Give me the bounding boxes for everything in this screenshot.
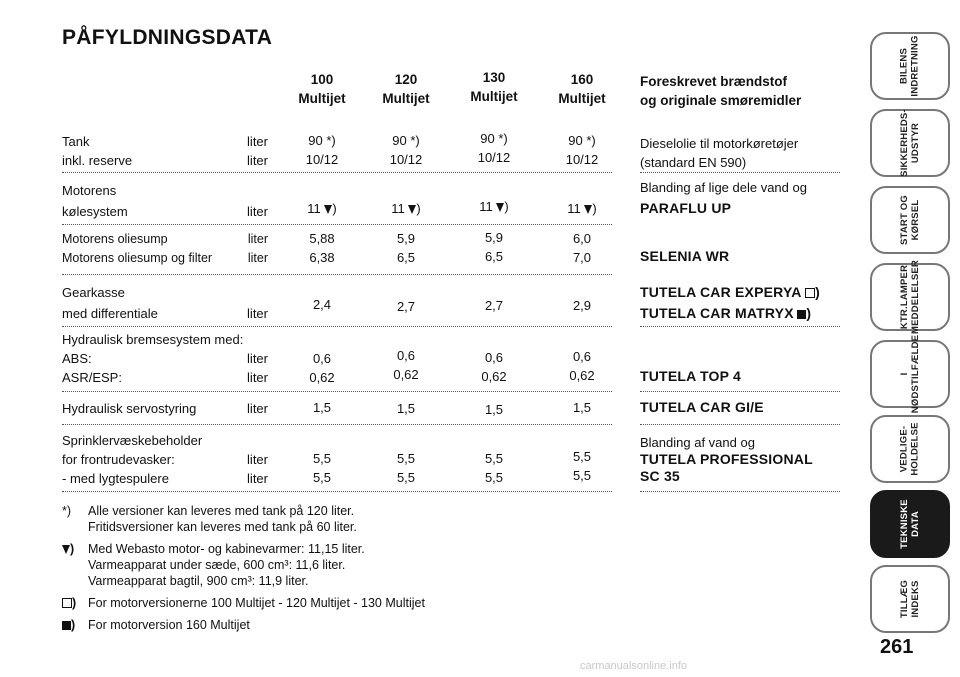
row-separator: [62, 172, 612, 173]
value-text: 11: [479, 199, 493, 214]
row-label-tank: [62, 132, 268, 170]
footnote-close: ): [815, 284, 821, 300]
footnote-text: Varmeapparat under sæde, 600 cm³: 11,6 liter.: [88, 558, 346, 572]
row-label-text: inkl. reserve: [62, 153, 133, 168]
fluid-product: TUTELA TOP 4: [640, 368, 741, 384]
footnote-marker: [62, 541, 88, 589]
tab-bilens-indretning[interactable]: [870, 32, 950, 100]
value-text: 10/12: [305, 151, 339, 167]
value-cell: [542, 230, 622, 267]
column-header-label: Multijet: [382, 91, 430, 106]
value-text: 0,6: [572, 349, 592, 364]
value-cell: [454, 297, 534, 316]
fluid-gear: [640, 282, 840, 324]
fluid-product: TUTELA CAR GI/E: [640, 399, 764, 415]
value-text: 0,6: [312, 351, 332, 366]
column-header-120: [366, 70, 446, 108]
value-cell: [542, 348, 622, 385]
value-cell: [282, 296, 362, 315]
tab-label: I NØDSTILFÆLDE: [899, 334, 921, 414]
fluid-brake: [640, 367, 840, 386]
value-text: 11: [567, 201, 581, 216]
value-text: 7,0: [572, 249, 592, 265]
value-cell: [366, 347, 446, 384]
column-header-label: Multijet: [558, 91, 606, 106]
value-text: 90 *): [308, 133, 336, 148]
tab-label: TEKNISKE DATA: [899, 499, 921, 549]
value-cell: [282, 399, 362, 418]
value-text: 2,7: [396, 299, 416, 314]
fluid-cooling: [640, 178, 840, 219]
value-cell: [366, 132, 446, 169]
fluid-product: SELENIA WR: [640, 248, 730, 264]
triangle-marker-icon: [584, 205, 592, 214]
tab-sikkerhedsudstyr[interactable]: [870, 109, 950, 177]
footnote-text: For motorversionerne 100 Multijet - 120 Multijet - 130 Multijet: [88, 596, 425, 610]
column-header-number: 120: [394, 72, 418, 87]
value-text: 1,5: [396, 401, 416, 416]
column-header-label: Multijet: [470, 89, 518, 104]
value-cell: 11 ): [479, 199, 509, 214]
row-label-brake: [62, 330, 268, 387]
unit-text: liter: [247, 401, 268, 416]
value-text: 10/12: [477, 149, 511, 165]
value-text: 5,5: [312, 469, 332, 485]
row-label-text: Motorens: [62, 183, 117, 198]
row-label-text: Motorens oliesump og filter: [62, 251, 213, 265]
row-label-text: Tank: [62, 134, 90, 149]
fluids-header-line: Foreskrevet brændstof: [640, 74, 788, 89]
row-label-text: Motorens oliesump: [62, 232, 168, 246]
row-label-oil: [62, 230, 268, 268]
value-text: 0,62: [481, 368, 507, 384]
fluid-separator: [640, 491, 840, 492]
value-text: 6,0: [572, 231, 592, 246]
value-cell: [366, 230, 446, 267]
tab-label: TILLÆG INDEKS: [898, 579, 921, 619]
footnote-marker-paren: ): [72, 596, 77, 610]
fluid-oil: [640, 247, 840, 266]
value-text: 11: [307, 201, 321, 216]
row-separator: [62, 491, 612, 492]
row-separator: [62, 224, 612, 225]
footnote-text: Varmeapparat bagtil, 900 cm³: 11,9 liter.: [88, 574, 309, 588]
value-cell: [454, 349, 534, 386]
value-text: 5,5: [396, 451, 416, 466]
value-text: 90 *): [392, 133, 420, 148]
row-label-washer: [62, 431, 268, 488]
fluid-washer: [640, 434, 840, 485]
row-label-steering: [62, 399, 268, 418]
value-cell: 11 ): [391, 201, 421, 216]
value-text: 1,5: [572, 400, 592, 415]
fluid-separator: [640, 172, 840, 173]
footnote-close: ): [806, 305, 812, 321]
value-text: 0,62: [309, 369, 335, 385]
value-text: 5,5: [312, 451, 332, 466]
tab-label: KTR.LAMPER MEDDELELSER: [898, 260, 921, 334]
value-cell: [454, 450, 534, 487]
footnote-marker-paren: ): [71, 618, 76, 632]
value-cell: [542, 448, 622, 485]
fluid-text: (standard EN 590): [640, 155, 747, 170]
fluid-tank: [640, 134, 840, 172]
value-text: 10/12: [389, 151, 423, 167]
row-label-text: for frontrudevasker:: [62, 452, 175, 467]
footnotes: [62, 503, 562, 639]
row-label-text: kølesystem: [62, 204, 128, 219]
value-cell: [454, 401, 534, 420]
value-cell: [282, 350, 362, 387]
chapter-tabs: [870, 0, 960, 677]
triangle-marker-icon: [324, 205, 332, 214]
value-text: 5,5: [572, 449, 592, 464]
column-header-100: [282, 70, 362, 108]
value-text: 5,5: [396, 469, 416, 485]
unit-text: liter: [247, 251, 268, 265]
value-text: 10/12: [565, 151, 599, 167]
row-label-text: Sprinklervæskebeholder: [62, 433, 203, 448]
tab-label: VEDLIGE- HOLDELSE: [898, 422, 921, 476]
value-cell: [542, 132, 622, 169]
unit-text: liter: [247, 471, 268, 486]
value-text: 5,5: [484, 451, 504, 466]
footnote-text: Fritidsversioner kan leveres med tank på 60 liter.: [88, 520, 357, 534]
value-cell: [282, 450, 362, 487]
value-text: 5,5: [572, 467, 592, 483]
footnote-text: For motorversion 160 Multijet: [88, 618, 250, 632]
value-text: 0,62: [393, 366, 419, 382]
value-cell: [542, 297, 622, 316]
triangle-marker-icon: [408, 205, 416, 214]
fluid-text: Blanding af lige dele vand og: [640, 180, 807, 195]
column-header-160: [542, 70, 622, 108]
value-text: 5,5: [484, 469, 504, 485]
row-label-text: ABS:: [62, 351, 92, 366]
value-text: 11: [391, 201, 405, 216]
footnote-filled-square: [62, 617, 562, 633]
fluids-header: [640, 72, 801, 110]
value-text: 5,9: [484, 230, 504, 245]
footnote-marker: [62, 617, 88, 633]
page-title: PÅFYLDNINGSDATA: [62, 26, 273, 49]
value-cell: [454, 130, 534, 167]
value-cell: [454, 229, 534, 266]
value-text: 2,7: [484, 298, 504, 313]
tab-vedligeholdelse[interactable]: [870, 415, 950, 483]
unit-text: liter: [247, 232, 268, 246]
fluid-text: Dieselolie til motorkøretøjer: [640, 136, 799, 151]
row-label-text: - med lygtespulere: [62, 471, 169, 486]
footnote-marker: [62, 595, 88, 611]
footnote-asterisk: [62, 503, 562, 535]
value-cell: 11 ): [307, 201, 337, 216]
value-text: 6,38: [309, 249, 335, 265]
unit-text: liter: [247, 306, 268, 321]
value-text: 0,6: [396, 348, 416, 363]
open-square-marker-icon: [805, 288, 815, 298]
fluid-separator: [640, 326, 840, 327]
fluid-steering: [640, 398, 840, 417]
triangle-marker-icon: [62, 545, 70, 554]
value-text: 2,4: [312, 297, 332, 312]
triangle-marker-icon: [496, 203, 504, 212]
fluid-product: TUTELA PROFESSIONAL: [640, 451, 813, 467]
column-header-number: 130: [482, 70, 506, 85]
value-text: 6,5: [396, 249, 416, 265]
fluid-separator: [640, 391, 840, 392]
unit-text: liter: [247, 204, 268, 219]
tab-start-og-korsel[interactable]: [870, 186, 950, 254]
column-header-number: 100: [310, 72, 334, 87]
column-header-number: 160: [570, 72, 594, 87]
row-label-text: ASR/ESP:: [62, 370, 122, 385]
watermark: carmanualsonline.info: [580, 660, 688, 672]
footnote-text: Alle versioner kan leveres med tank på 120 liter.: [88, 504, 355, 518]
value-cell: [542, 399, 622, 418]
row-label-text: med differentiale: [62, 306, 158, 321]
row-separator: [62, 326, 612, 327]
fluid-text: Blanding af vand og: [640, 435, 755, 450]
value-text: 0,6: [484, 350, 504, 365]
tab-label: SIKKERHEDS- UDSTYR: [899, 109, 921, 177]
fluids-header-line: og originale smøremidler: [640, 93, 802, 108]
unit-text: liter: [247, 153, 268, 168]
value-text: 2,9: [572, 298, 592, 313]
tab-tekniske-data[interactable]: [870, 490, 950, 558]
value-text: 0,62: [569, 367, 595, 383]
row-label-text: Hydraulisk servostyring: [62, 401, 197, 416]
footnote-open-square: [62, 595, 562, 611]
value-text: 5,9: [396, 231, 416, 246]
value-text: 1,5: [484, 402, 504, 417]
footnote-triangle: [62, 541, 562, 589]
filled-square-marker-icon: [62, 621, 71, 630]
row-label-text: Hydraulisk bremsesystem med:: [62, 332, 244, 347]
value-text: 5,88: [309, 231, 335, 246]
unit-text: liter: [247, 134, 268, 149]
tab-ktr-lamper[interactable]: [870, 260, 950, 334]
tab-tillaeg-indeks[interactable]: [870, 565, 950, 633]
value-cell: [366, 450, 446, 487]
row-separator: [62, 424, 612, 425]
column-header-130: [454, 68, 534, 106]
row-label-cooling: [62, 180, 268, 222]
value-text: 6,5: [484, 248, 504, 264]
value-text: 1,5: [312, 400, 332, 415]
footnote-marker: *): [62, 504, 72, 518]
footnote-text: Med Webasto motor- og kabinevarmer: 11,15 liter.: [88, 542, 365, 556]
fluid-separator: [640, 424, 840, 425]
unit-text: liter: [247, 452, 268, 467]
open-square-marker-icon: [62, 598, 72, 608]
row-separator: [62, 274, 612, 275]
value-cell: [282, 132, 362, 169]
row-label-gear: [62, 282, 268, 324]
value-text: 90 *): [480, 131, 508, 146]
tab-label: START OG KØRSEL: [898, 195, 921, 245]
value-cell: [282, 230, 362, 267]
fluid-product: SC 35: [640, 468, 680, 484]
tab-label: BILENS INDRETNING: [899, 35, 921, 97]
row-separator: [62, 391, 612, 392]
fluid-product: PARAFLU UP: [640, 200, 732, 216]
unit-text: liter: [247, 370, 268, 385]
column-header-label: Multijet: [298, 91, 346, 106]
fluid-product: TUTELA CAR EXPERYA: [640, 284, 802, 300]
tab-nodstilfaelde[interactable]: [870, 334, 950, 414]
value-cell: [366, 298, 446, 317]
value-text: 90 *): [568, 133, 596, 148]
fluid-product: TUTELA CAR MATRYX: [640, 305, 794, 321]
footnote-marker-paren: ): [70, 542, 75, 556]
row-label-text: Gearkasse: [62, 285, 125, 300]
page-number: 261: [880, 636, 914, 658]
value-cell: [366, 400, 446, 419]
value-cell: 11 ): [567, 201, 597, 216]
unit-text: liter: [247, 351, 268, 366]
